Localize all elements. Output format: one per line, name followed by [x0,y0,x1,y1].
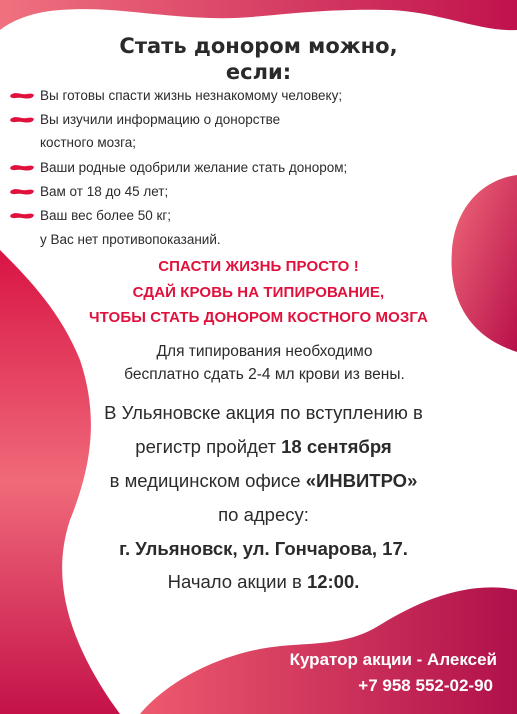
condition-text: Вы изучили информацию о донорстве [40,112,281,127]
event-date-line: регистр пройдет 18 сентября [135,436,392,457]
red-mark-icon [9,211,35,221]
condition-text: Ваш вес более 50 кг; [40,208,172,223]
condition-item [40,184,168,200]
condition-item [40,88,342,104]
condition-item [40,112,280,128]
condition-text: Ваши родные одобрили желание стать донором; [40,160,348,175]
typing-note: Для типирования необходимо [156,343,373,360]
condition-item [40,232,221,248]
flyer-title: Стать донором можно, [119,34,398,58]
condition-item [40,160,347,176]
condition-item [40,208,171,224]
typing-note: бесплатно сдать 2-4 мл крови из вены. [124,366,405,383]
red-mark-icon [9,115,35,125]
event-text: В Ульяновске акция по вступлению в [104,402,423,423]
event-date: 18 сентября [281,436,392,457]
condition-text: костного мозга; [40,135,137,150]
flyer-title-continuation: если: [225,60,292,84]
slogan-line: СПАСТИ ЖИЗНЬ ПРОСТО ! [158,258,359,275]
event-address: г. Ульяновск, ул. Гончарова, 17. [119,538,408,559]
curator-phone: +7 958 552-02-90 [358,676,493,695]
red-mark-icon [9,187,35,197]
red-mark-icon [9,163,35,173]
condition-item-continuation [40,135,136,151]
event-address-label: по адресу: [218,504,309,525]
event-start-time: 12:00. [306,571,360,592]
curator-name: Куратор акции - Алексей [289,650,497,669]
event-start-line: Начало акции в 12:00. [167,571,360,592]
condition-text: у Вас нет противопоказаний. [40,232,221,247]
condition-text: Вы готовы спасти жизнь незнакомому человеку; [40,88,343,103]
slogan-line: СДАЙ КРОВЬ НА ТИПИРОВАНИЕ, [132,284,385,301]
slogan-line: ЧТОБЫ СТАТЬ ДОНОРОМ КОСТНОГО МОЗГА [89,309,428,326]
event-office: «ИНВИТРО» [305,470,418,491]
condition-text: Вам от 18 до 45 лет; [40,184,169,199]
event-office-line: в медицинском офисе «ИНВИТРО» [109,470,418,491]
red-mark-icon [9,91,35,101]
